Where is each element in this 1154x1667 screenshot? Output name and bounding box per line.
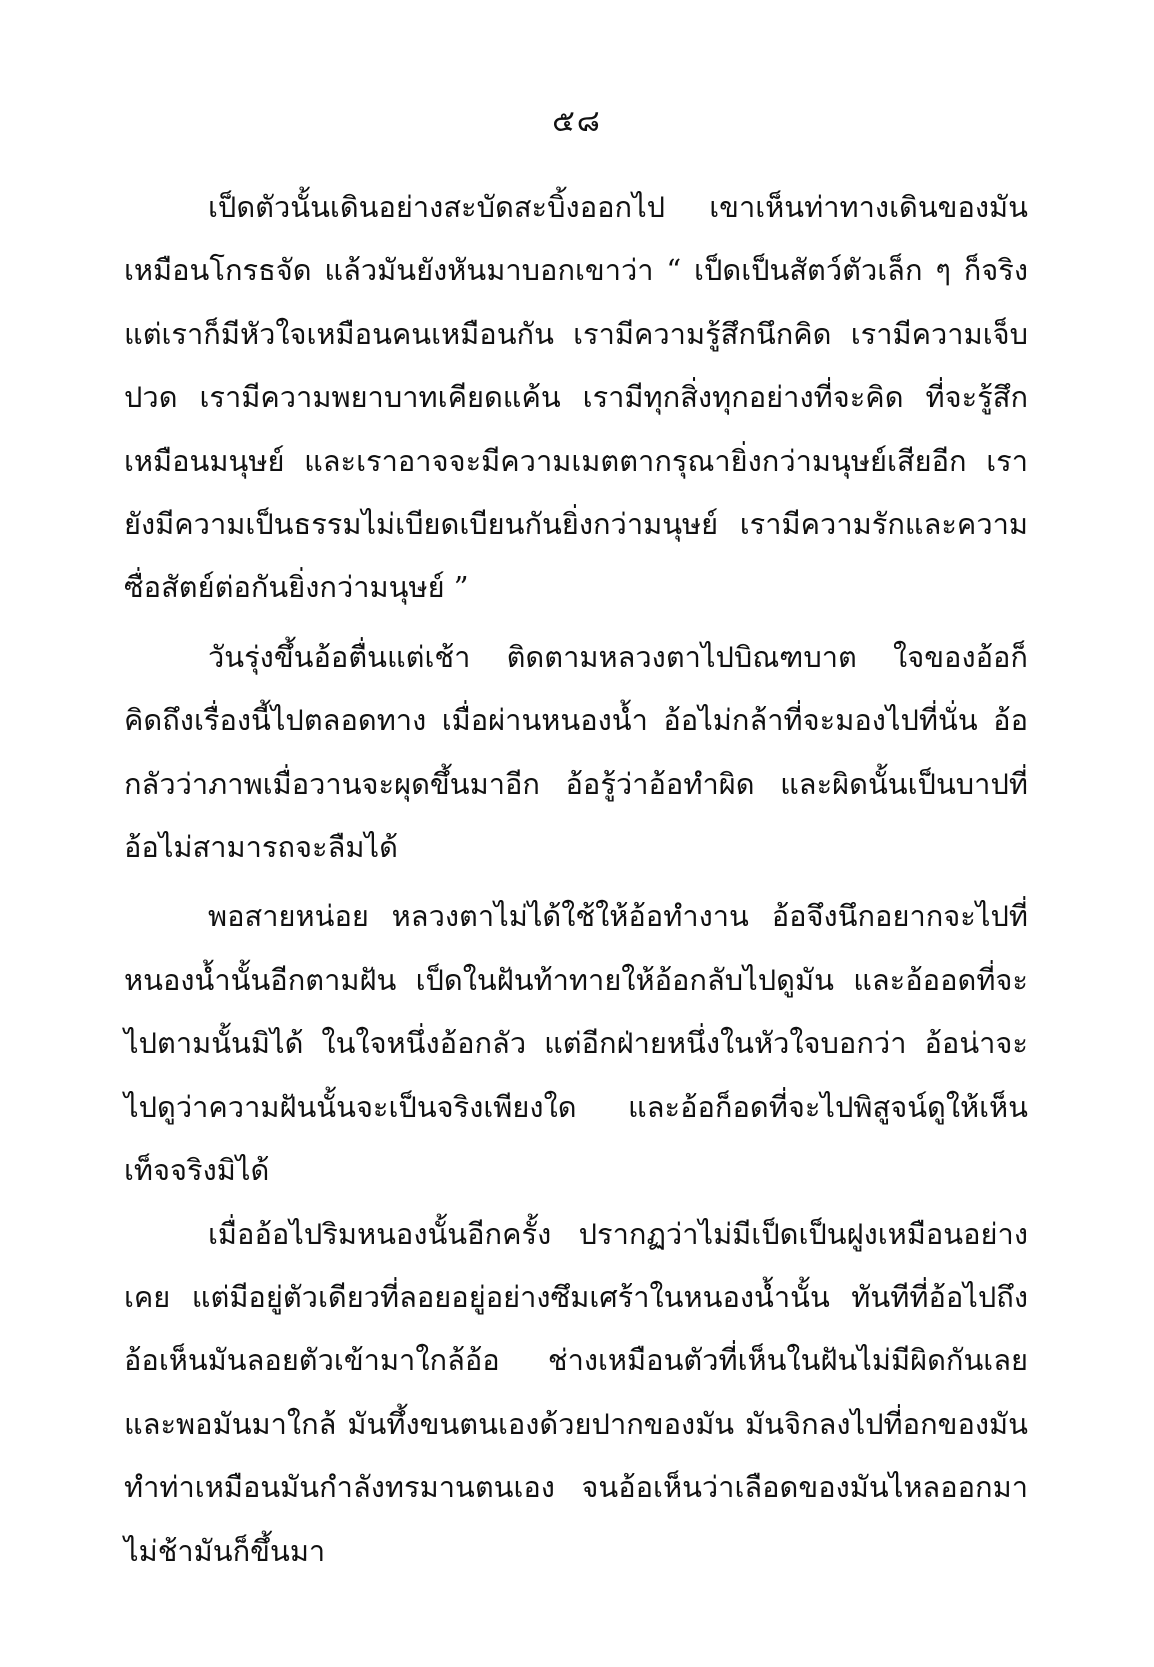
paragraph-2: วันรุ่งขึ้นอ้อตื่นแต่เช้า ติดตามหลวงตาไปบิณฑบาต ใจของอ้อก็คิดถึงเรื่องนี้ไปตลอดทาง เมื่อผ่านหนองน้ำ อ้อไม่กล้าที่จะมองไปที่นั่น อ้อกลัวว่าภาพเมื่อวานจะผุดขึ้นมาอีก อ้อรู้ว่าอ้อทำผิด และผิดนั้นเป็นบาปที่อ้อไม่สามารถจะลืมได้	[124, 639, 1028, 865]
page-number: ๕๘	[552, 104, 602, 139]
paragraph-1: เป็ดตัวนั้นเดินอย่างสะบัดสะบิ้งออกไป เขาเห็นท่าทางเดินของมันเหมือนโกรธจัด แล้วมันยังหันมาบอกเขาว่า “ เป็ดเป็นสัตว์ตัวเล็ก ๆ ก็จริง แต่เราก็มีหัวใจเหมือนคนเหมือนกัน เรามีความรู้สึกนึกคิด เรามีความเจ็บปวด เรามีความพยาบาทเคียดแค้น เรามีทุกสิ่งทุกอย่างที่จะคิด ที่จะรู้สึกเหมือนมนุษย์ และเราอาจจะมีความเมตตากรุณายิ่งกว่ามนุษย์เสียอีก เรายังมีความเป็นธรรมไม่เบียดเบียนกันยิ่งกว่ามนุษย์ เรามีความรักและความซื่อสัตย์ต่อกันยิ่งกว่ามนุษย์ ”	[124, 190, 1028, 605]
body-text	[124, 176, 1028, 1583]
paragraph-3: พอสายหน่อย หลวงตาไม่ได้ใช้ให้อ้อทำงาน อ้อจึงนึกอยากจะไปที่หนองน้ำนั้นอีกตามฝัน เป็ดในฝันท้าทายให้อ้อกลับไปดูมัน และอ้ออดที่จะไปตามนั้นมิได้ ในใจหนึ่งอ้อกลัว แต่อีกฝ่ายหนึ่งในหัวใจบอกว่า อ้อน่าจะไปดูว่าความฝันนั้นจะเป็นจริงเพียงใด และอ้อก็อดที่จะไปพิสูจน์ดูให้เห็นเท็จจริงมิได้	[124, 899, 1028, 1188]
paragraph-4: เมื่ออ้อไปริมหนองนั้นอีกครั้ง ปรากฏว่าไม่มีเป็ดเป็นฝูงเหมือนอย่างเคย แต่มีอยู่ตัวเดียวที่ลอยอยู่อย่างซึมเศร้าในหนองน้ำนั้น ทันทีที่อ้อไปถึง อ้อเห็นมันลอยตัวเข้ามาใกล้อ้อ ช่างเหมือนตัวที่เห็นในฝันไม่มีผิดกันเลย และพอมันมาใกล้ มันทึ้งขนตนเองด้วยปากของมัน มันจิกลงไปที่อกของมัน ทำท่าเหมือนมันกำลังทรมานตนเอง จนอ้อเห็นว่าเลือดของมันไหลออกมาไม่ช้ามันก็ขึ้นมา	[124, 1216, 1028, 1568]
